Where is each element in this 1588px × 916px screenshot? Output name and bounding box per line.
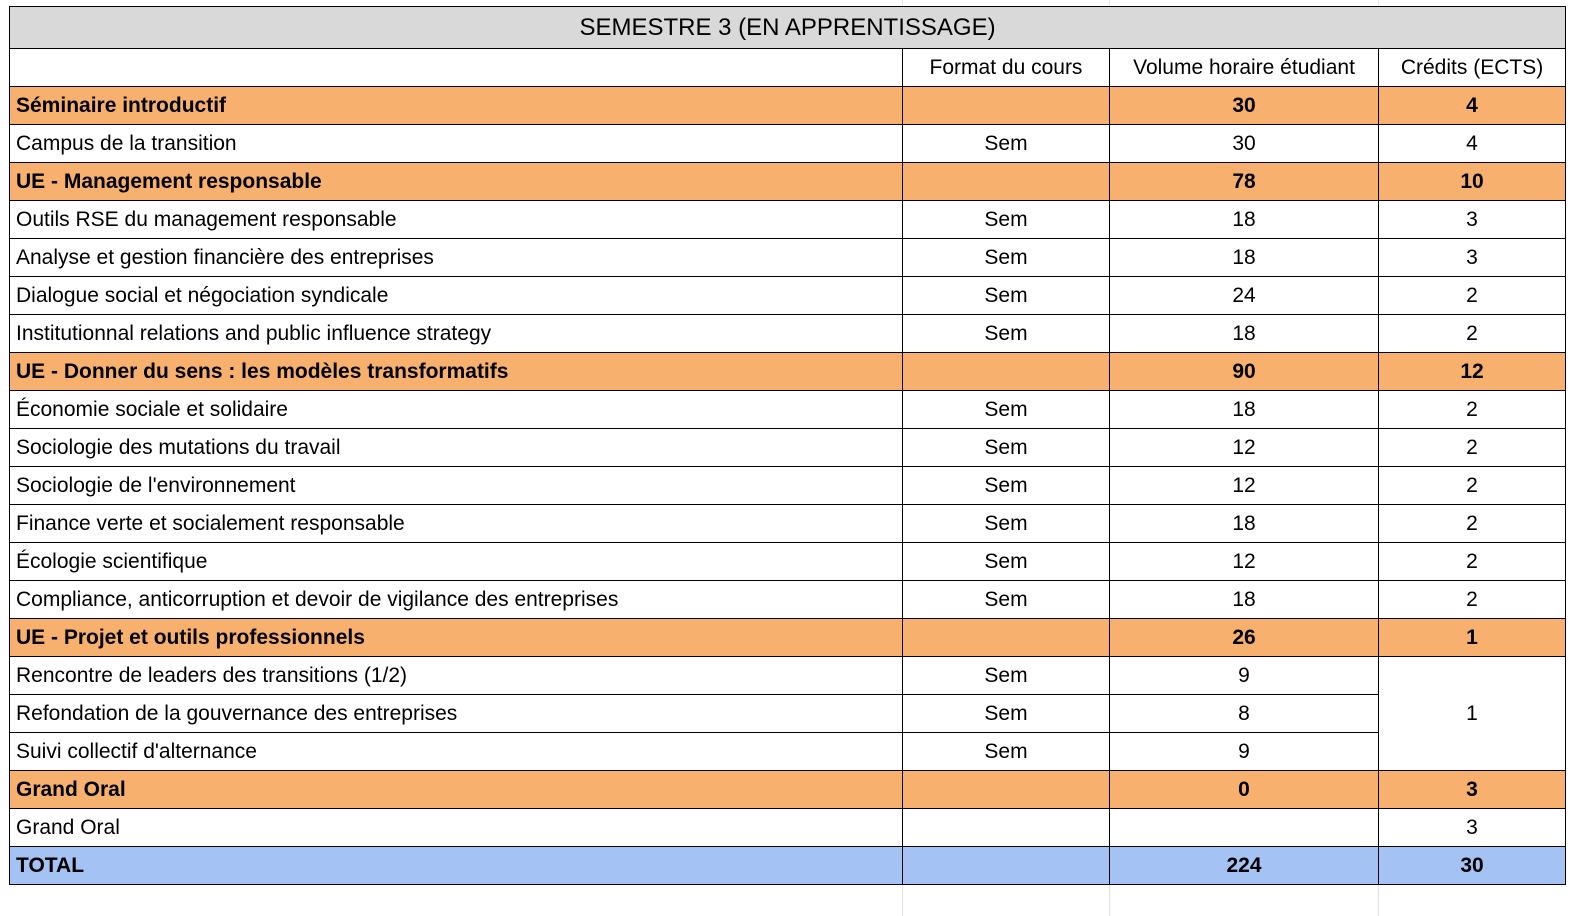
course-name: Séminaire introductif: [10, 87, 903, 125]
course-format: Sem: [903, 391, 1110, 429]
section-row: [10, 87, 1566, 125]
section-row: [10, 619, 1566, 657]
title-row: [10, 7, 1566, 49]
course-name: Écologie scientifique: [10, 543, 903, 581]
course-format: [903, 809, 1110, 847]
course-hours: 9: [1110, 657, 1379, 695]
table-row: [10, 467, 1566, 505]
header-course: [10, 49, 903, 87]
table-row: [10, 239, 1566, 277]
course-name: Compliance, anticorruption et devoir de vigilance des entreprises: [10, 581, 903, 619]
course-hours: 30: [1110, 125, 1379, 163]
header-row: [10, 49, 1566, 87]
course-hours: 12: [1110, 543, 1379, 581]
course-credits: 3: [1379, 201, 1566, 239]
table-row: [10, 505, 1566, 543]
course-hours: 18: [1110, 505, 1379, 543]
total-format: [903, 847, 1110, 885]
course-credits: 2: [1379, 467, 1566, 505]
course-name: Analyse et gestion financière des entreprises: [10, 239, 903, 277]
course-hours: 18: [1110, 239, 1379, 277]
course-format: Sem: [903, 277, 1110, 315]
course-credits: 3: [1379, 809, 1566, 847]
course-name: UE - Management responsable: [10, 163, 903, 201]
course-hours: [1110, 809, 1379, 847]
course-hours: 8: [1110, 695, 1379, 733]
curriculum-table: [9, 6, 1566, 885]
header-format: Format du cours: [903, 49, 1110, 87]
course-name: Grand Oral: [10, 809, 903, 847]
course-format: Sem: [903, 239, 1110, 277]
course-credits: 3: [1379, 239, 1566, 277]
table-row: [10, 809, 1566, 847]
table-row: [10, 733, 1566, 771]
table-row: [10, 315, 1566, 353]
course-name: Sociologie des mutations du travail: [10, 429, 903, 467]
course-format: Sem: [903, 315, 1110, 353]
course-credits: 2: [1379, 315, 1566, 353]
total-credits: 30: [1379, 847, 1566, 885]
course-hours: 18: [1110, 581, 1379, 619]
total-hours: 224: [1110, 847, 1379, 885]
course-hours: 18: [1110, 391, 1379, 429]
course-format: [903, 619, 1110, 657]
table-row: [10, 429, 1566, 467]
course-format: [903, 353, 1110, 391]
course-credits: 3: [1379, 771, 1566, 809]
total-label: TOTAL: [10, 847, 903, 885]
course-hours: 12: [1110, 429, 1379, 467]
course-format: [903, 771, 1110, 809]
course-credits: 2: [1379, 505, 1566, 543]
header-credits: Crédits (ECTS): [1379, 49, 1566, 87]
course-credits: 2: [1379, 429, 1566, 467]
course-hours: 12: [1110, 467, 1379, 505]
course-credits: 1: [1379, 619, 1566, 657]
course-format: Sem: [903, 201, 1110, 239]
table-row: [10, 201, 1566, 239]
course-name: Dialogue social et négociation syndicale: [10, 277, 903, 315]
course-format: [903, 87, 1110, 125]
course-credits: 4: [1379, 87, 1566, 125]
course-credits: 2: [1379, 277, 1566, 315]
course-name: Grand Oral: [10, 771, 903, 809]
section-row: [10, 771, 1566, 809]
table-row: [10, 581, 1566, 619]
course-hours: 9: [1110, 733, 1379, 771]
course-name: Sociologie de l'environnement: [10, 467, 903, 505]
table-row: [10, 695, 1566, 733]
table-row: [10, 543, 1566, 581]
course-credits: 2: [1379, 391, 1566, 429]
course-format: Sem: [903, 429, 1110, 467]
course-hours: 18: [1110, 201, 1379, 239]
section-row: [10, 353, 1566, 391]
course-hours: 0: [1110, 771, 1379, 809]
course-hours: 18: [1110, 315, 1379, 353]
course-name: Institutionnal relations and public influence strategy: [10, 315, 903, 353]
course-hours: 78: [1110, 163, 1379, 201]
course-format: Sem: [903, 125, 1110, 163]
course-name: UE - Donner du sens : les modèles transformatifs: [10, 353, 903, 391]
course-credits: 4: [1379, 125, 1566, 163]
table-row: [10, 657, 1566, 695]
course-name: Rencontre de leaders des transitions (1/2): [10, 657, 903, 695]
course-format: Sem: [903, 505, 1110, 543]
course-credits: 2: [1379, 543, 1566, 581]
total-row: [10, 847, 1566, 885]
course-format: Sem: [903, 543, 1110, 581]
course-name: Économie sociale et solidaire: [10, 391, 903, 429]
course-format: Sem: [903, 695, 1110, 733]
header-hours: Volume horaire étudiant: [1110, 49, 1379, 87]
table-row: [10, 391, 1566, 429]
course-name: Campus de la transition: [10, 125, 903, 163]
course-hours: 30: [1110, 87, 1379, 125]
course-credits: 10: [1379, 163, 1566, 201]
section-row: [10, 163, 1566, 201]
course-format: Sem: [903, 467, 1110, 505]
course-format: Sem: [903, 733, 1110, 771]
table-row: [10, 125, 1566, 163]
course-hours: 26: [1110, 619, 1379, 657]
course-credits: 12: [1379, 353, 1566, 391]
table-row: [10, 277, 1566, 315]
course-name: UE - Projet et outils professionnels: [10, 619, 903, 657]
course-name: Finance verte et socialement responsable: [10, 505, 903, 543]
course-name: Suivi collectif d'alternance: [10, 733, 903, 771]
course-format: Sem: [903, 581, 1110, 619]
course-credits: 2: [1379, 581, 1566, 619]
course-hours: 90: [1110, 353, 1379, 391]
course-name: Refondation de la gouvernance des entreprises: [10, 695, 903, 733]
course-hours: 24: [1110, 277, 1379, 315]
course-name: Outils RSE du management responsable: [10, 201, 903, 239]
table-title: SEMESTRE 3 (EN APPRENTISSAGE): [10, 7, 1566, 49]
course-format: Sem: [903, 657, 1110, 695]
course-format: [903, 163, 1110, 201]
course-credits-merged: 1: [1379, 657, 1566, 771]
